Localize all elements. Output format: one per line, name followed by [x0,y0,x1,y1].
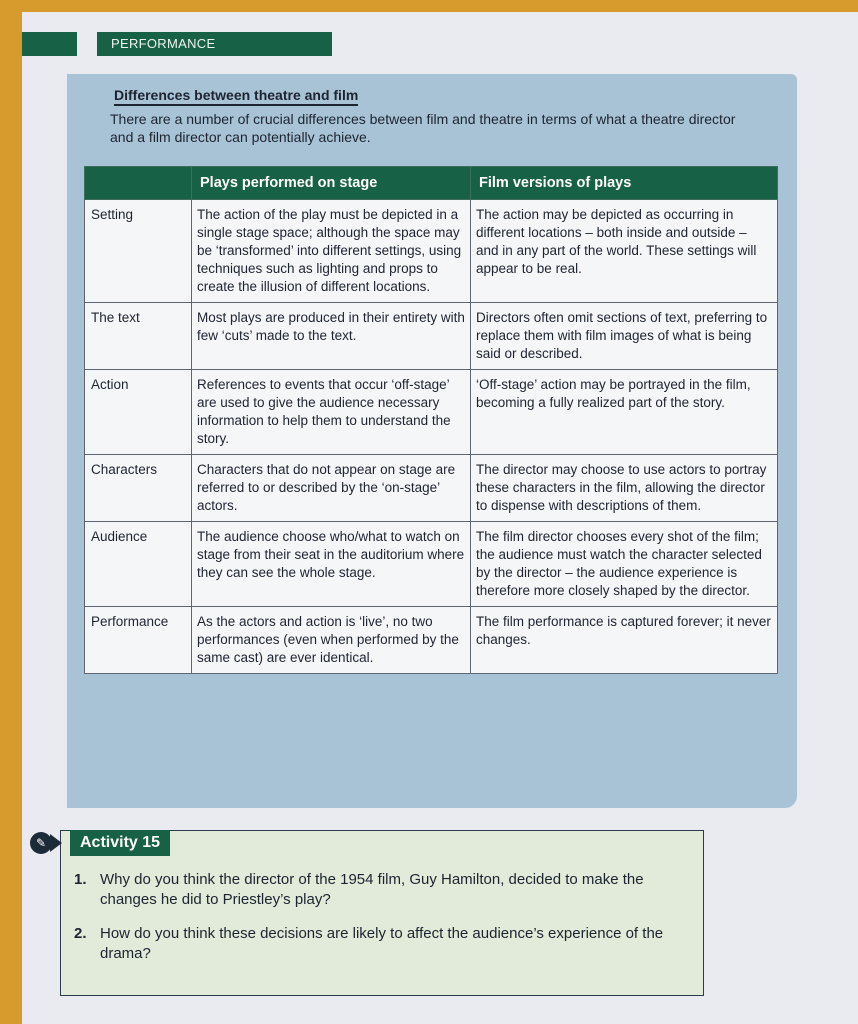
section-header: PERFORMANCE [97,32,332,56]
panel-title: Differences between theatre and film [114,87,358,106]
stage-cell: As the actors and action is ‘live’, no two performances (even when performed by the same cast) are ever identical. [192,607,471,674]
activity-marker [50,834,62,852]
table-row [85,522,778,607]
question-text: How do you think these decisions are likely to affect the audience’s experience of the drama? [100,925,664,962]
row-label: Audience [85,522,192,607]
activity-questions [74,870,674,978]
stage-cell: Most plays are produced in their entirety with few ‘cuts’ made to the text. [192,303,471,370]
table-header-blank [85,167,192,200]
row-label: Action [85,370,192,455]
list-item [74,870,674,910]
table-header-film: Film versions of plays [471,167,778,200]
film-cell: The director may choose to use actors to portray these characters in the film, allowing the director to dispense with descriptions of them. [471,455,778,522]
table-row [85,370,778,455]
activity-label: Activity 15 [70,830,170,856]
stage-cell: The action of the play must be depicted in a single stage space; although the space may be ‘transformed’ into different settings, using techniques such as lighting and props to create the illusion of different locations. [192,200,471,303]
stage-cell: The audience choose who/what to watch on stage from their seat in the auditorium where they can see the whole stage. [192,522,471,607]
table-header-stage: Plays performed on stage [192,167,471,200]
row-label: Characters [85,455,192,522]
list-item [74,924,674,964]
film-cell: The film performance is captured forever; it never changes. [471,607,778,674]
header-accent-bar [22,32,77,56]
textbook-page [22,12,858,1024]
table-row [85,607,778,674]
film-cell: Directors often omit sections of text, preferring to replace them with film images of what is being said or described. [471,303,778,370]
table-row [85,455,778,522]
film-cell: The action may be depicted as occurring in different locations – both inside and outside – and in any part of the world. These settings will appear to be real. [471,200,778,303]
row-label: Performance [85,607,192,674]
table-row [85,200,778,303]
film-cell: ‘Off-stage’ action may be portrayed in the film, becoming a fully realized part of the story. [471,370,778,455]
stage-cell: References to events that occur ‘off-stage’ are used to give the audience necessary information to help them to understand the story. [192,370,471,455]
panel-intro: There are a number of crucial differences between film and theatre in terms of what a theatre director and a film director can potentially achieve. [110,111,736,145]
table-header-row [85,167,778,200]
question-number: 1. [74,871,87,888]
row-label: Setting [85,200,192,303]
film-cell: The film director chooses every shot of the film; the audience must watch the character selected by the director – the audience experience is therefore more closely shaped by the director. [471,522,778,607]
table-row [85,303,778,370]
question-number: 2. [74,925,87,942]
stage-cell: Characters that do not appear on stage are referred to or described by the ‘on-stage’ actors. [192,455,471,522]
comparison-table [84,166,778,674]
pencil-icon: ✎ [30,832,52,854]
question-text: Why do you think the director of the 1954 film, Guy Hamilton, decided to make the changes he did to Priestley’s play? [100,871,644,908]
row-label: The text [85,303,192,370]
